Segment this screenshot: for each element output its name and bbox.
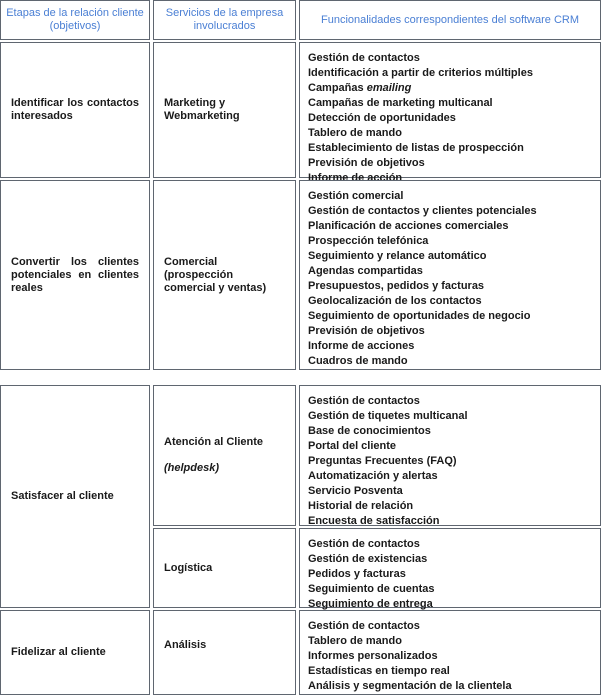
list-item: Establecimiento de listas de prospección	[308, 142, 524, 154]
list-item: Informes personalizados	[308, 650, 438, 662]
list-item: Presupuestos, pedidos y facturas	[308, 280, 485, 292]
list-item: Seguimiento de oportunidades de negocio	[308, 310, 531, 322]
list-item: Encuesta de satisfacción	[308, 515, 440, 527]
list-item: Gestión de existencias	[308, 553, 428, 565]
header-services-label: Servicios de la empresa involucrados	[165, 7, 284, 32]
functions-helpdesk	[299, 385, 601, 526]
functions-logistics	[299, 528, 601, 608]
service-label-italic: (helpdesk)	[164, 462, 220, 474]
list-item: Geolocalización de los contactos	[308, 295, 482, 307]
service-label: Logística	[164, 561, 213, 574]
stage-satisfy	[0, 385, 150, 608]
list-item: Informe de acciones	[308, 340, 415, 352]
stage-retain	[0, 610, 150, 695]
list-item: Estadísticas en tiempo real	[308, 665, 450, 677]
list-item: Agendas compartidas	[308, 265, 423, 277]
header-services	[153, 0, 296, 40]
service-label: Marketing y Webmarketing	[164, 97, 240, 122]
list-item: Análisis y segmentación de la clientela	[308, 680, 512, 692]
list-item: Tablero de mando	[308, 127, 402, 139]
service-logistics	[153, 528, 296, 608]
list-item: Seguimiento de entrega	[308, 598, 433, 610]
list-item: Informe de acción	[308, 172, 403, 184]
list-item: Tablero de mando	[308, 635, 402, 647]
list-item: Gestión de contactos	[308, 620, 420, 632]
stage-label: Identificar los contactos interesados	[11, 97, 139, 122]
header-functions-label: Funcionalidades correspondientes del software CRM	[320, 13, 580, 26]
list-item: Previsión de objetivos	[308, 157, 425, 169]
list-item: Pedidos y facturas	[308, 568, 406, 580]
list-item: Automatización y alertas	[308, 470, 438, 482]
list-item-text: Campañas	[308, 82, 364, 94]
header-functions	[299, 0, 601, 40]
list-item: Prospección telefónica	[308, 235, 429, 247]
list-item: Campañas de marketing multicanal	[308, 97, 493, 109]
list-item: Detección de oportunidades	[308, 112, 456, 124]
stage-label: Satisfacer al cliente	[11, 490, 114, 502]
service-label: Comercial (prospección comercial y ventas)	[164, 255, 267, 294]
list-item: Seguimiento de cuentas	[308, 583, 435, 595]
list-item: Portal del cliente	[308, 440, 397, 452]
service-marketing	[153, 42, 296, 178]
list-item: Gestión de tiquetes multicanal	[308, 410, 468, 422]
list-item: Previsión de objetivos	[308, 325, 425, 337]
header-stages	[0, 0, 150, 40]
stage-identify	[0, 42, 150, 178]
service-commercial	[153, 180, 296, 370]
stage-label: Convertir los clientes potenciales en clientes reales	[11, 255, 139, 294]
list-item: Servicio Posventa	[308, 485, 403, 497]
list-item: Gestión comercial	[308, 190, 404, 202]
list-item: Gestión de contactos	[308, 52, 420, 64]
functions-commercial	[299, 180, 601, 370]
list-item: Planificación de acciones comerciales	[308, 220, 509, 232]
list-item: Gestión de contactos	[308, 538, 420, 550]
service-label	[164, 436, 263, 475]
list-item: Seguimiento y relance automático	[308, 250, 487, 262]
stage-convert	[0, 180, 150, 370]
list-item-italic: emailing	[366, 82, 412, 94]
list-item: Cuadros de mando	[308, 355, 408, 367]
functions-analysis	[299, 610, 601, 695]
service-analysis	[153, 610, 296, 695]
list-item	[308, 81, 600, 96]
service-helpdesk	[153, 385, 296, 526]
list-item: Gestión de contactos y clientes potenciales	[308, 205, 537, 217]
functions-marketing	[299, 42, 601, 184]
list-item: Preguntas Frecuentes (FAQ)	[308, 455, 457, 467]
list-item: Gestión de contactos	[308, 395, 420, 407]
list-item: Identificación a partir de criterios múltiples	[308, 67, 533, 79]
header-stages-label: Etapas de la relación cliente (objetivos)	[6, 7, 144, 32]
service-label-text: Atención al Cliente	[164, 436, 264, 448]
list-item: Base de conocimientos	[308, 425, 431, 437]
service-label: Análisis	[164, 639, 207, 651]
list-item: Historial de relación	[308, 500, 414, 512]
stage-label: Fidelizar al cliente	[11, 646, 106, 658]
